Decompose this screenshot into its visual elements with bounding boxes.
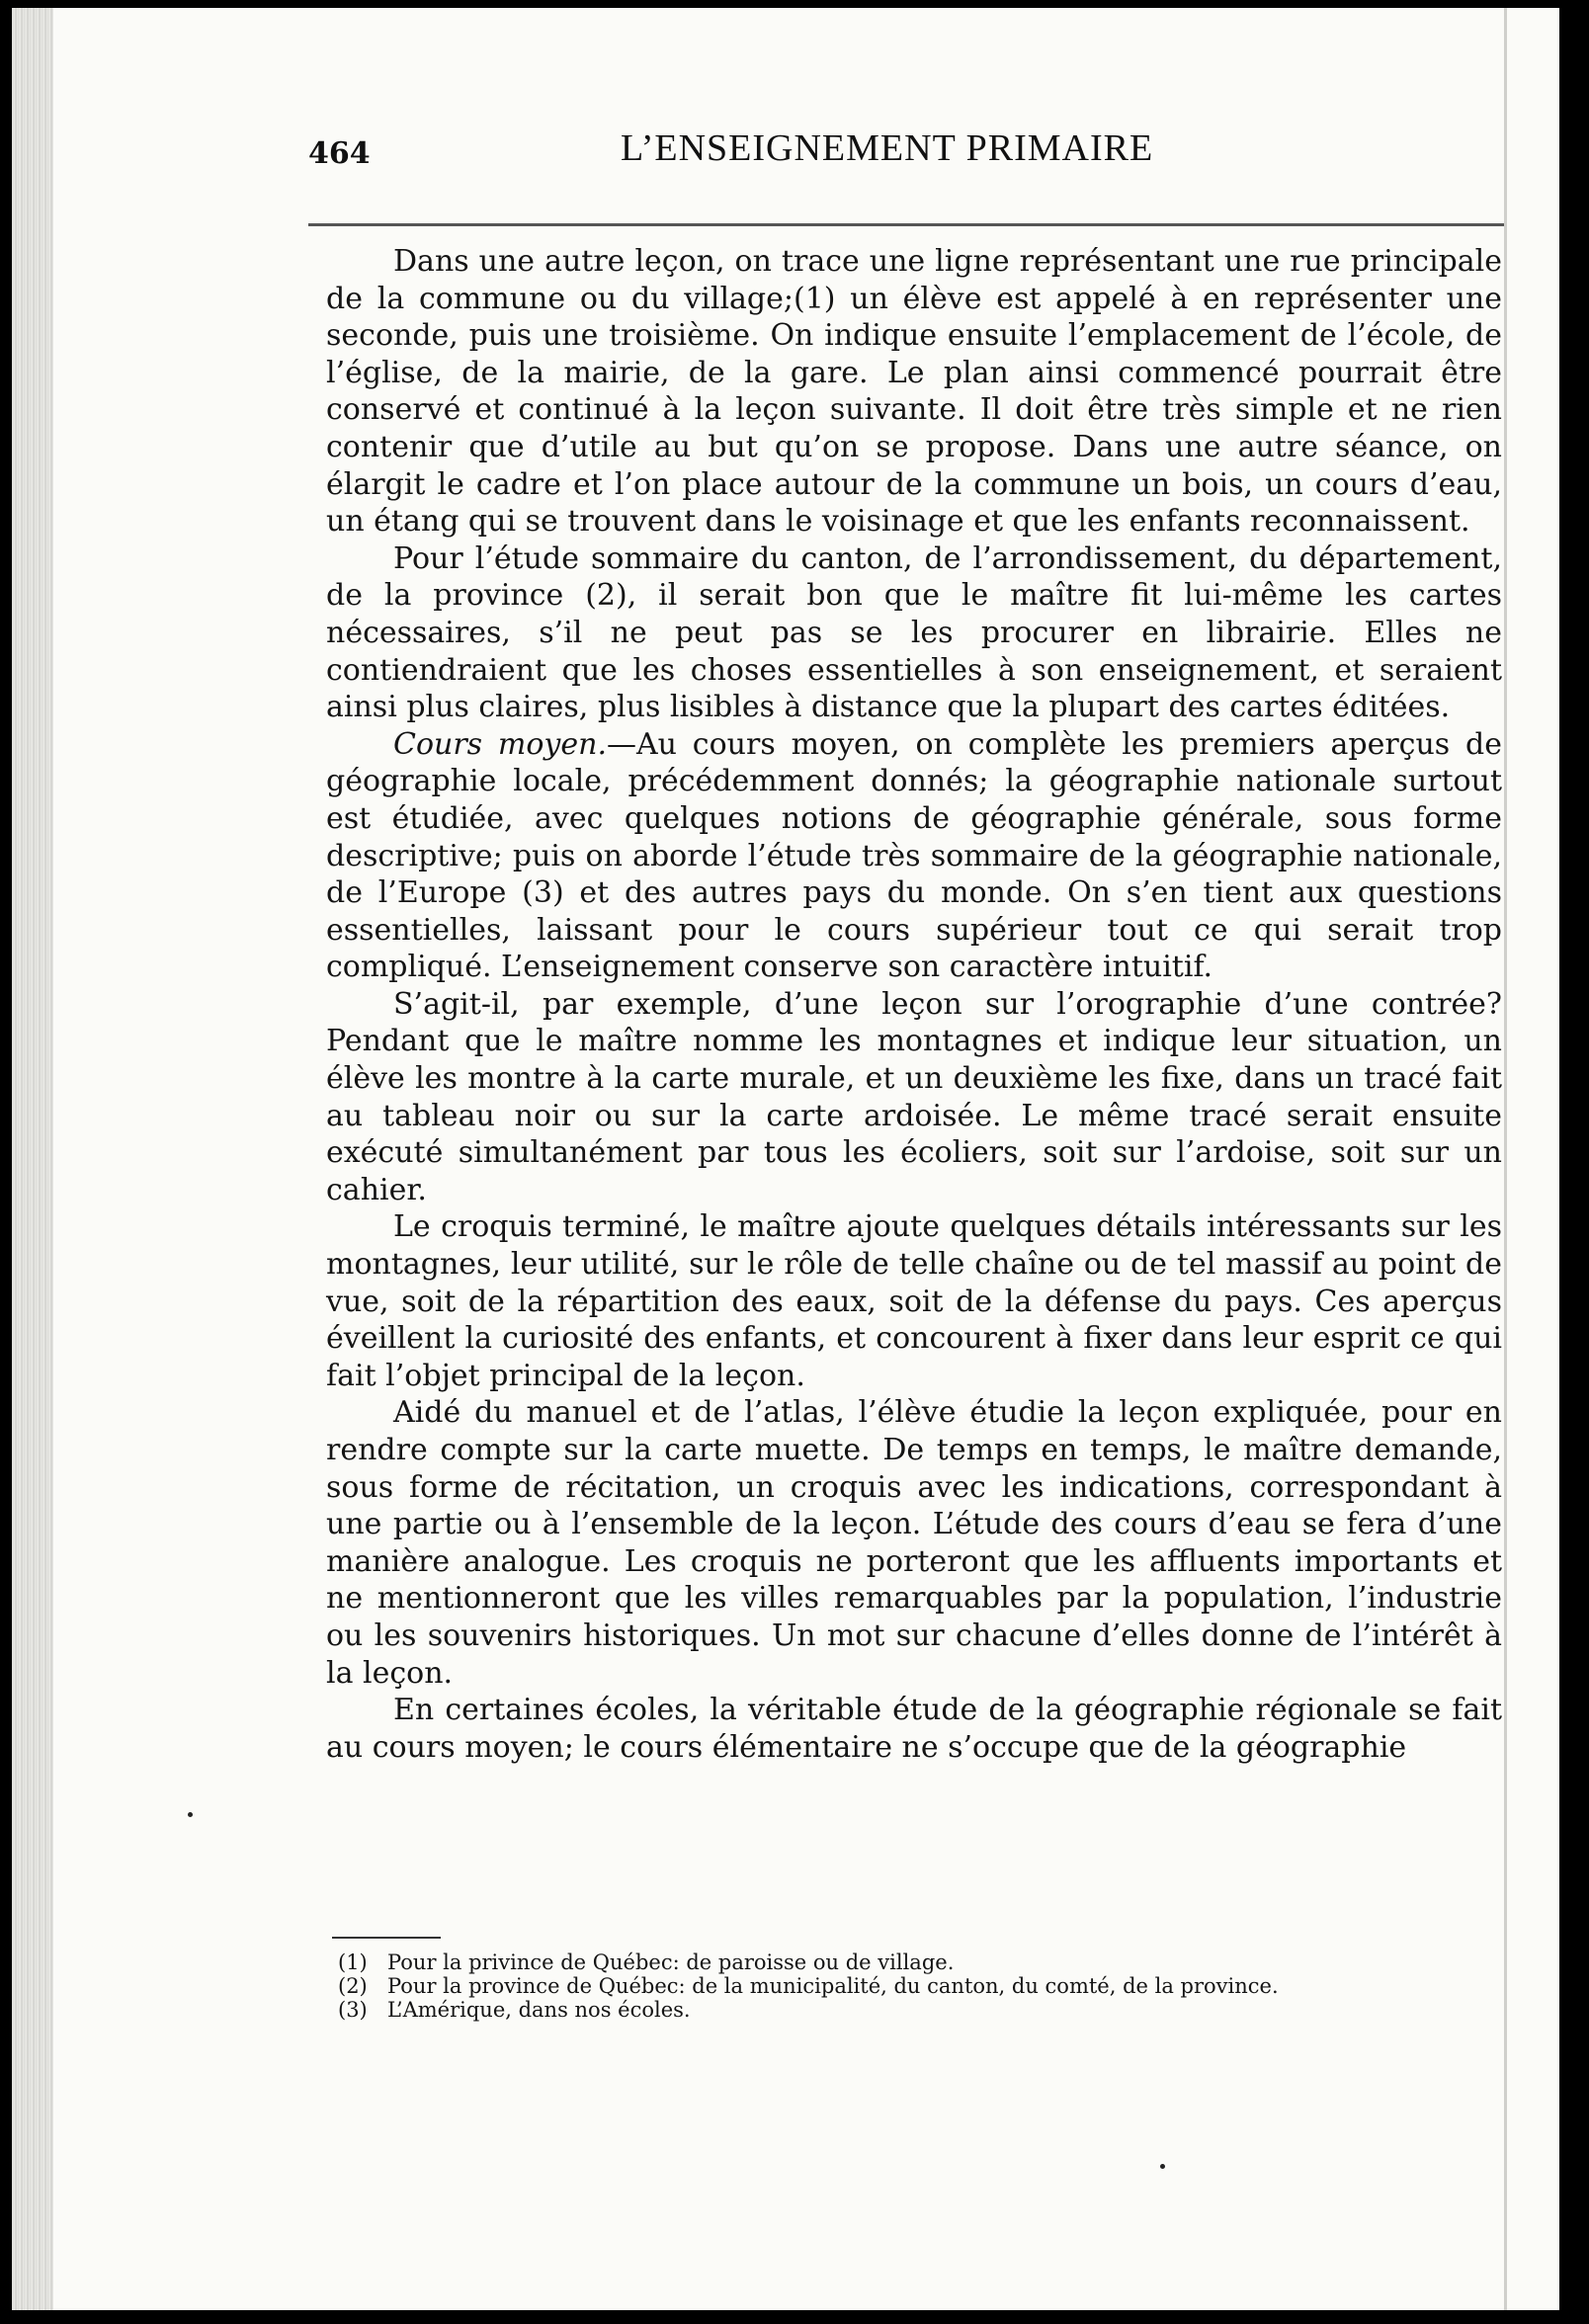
gutter-line	[1504, 8, 1507, 2310]
page-header	[298, 119, 1484, 178]
running-title: L’ENSEIGNEMENT PRIMAIRE	[621, 127, 1154, 169]
paragraph-text: Aidé du manuel et de l’atlas, l’élève étudie la leçon expliquée, pour en rendre compte sur la carte muette. De temps en temps, le maître demande, sous forme de récitation, un croquis avec les indications, correspondant à une partie ou à l’ensemble de la leçon. L’étude des cours d’eau se fera d’une manière analogue. Les croquis ne porteront que les affluents importants et ne mentionneront que les villes remarquables par la population, l’industrie ou les souvenirs historiques. Un mot sur chacune d’elles donne de l’intérêt à la leçon.	[326, 1395, 1502, 1691]
section-lead: Cours moyen.	[393, 726, 607, 762]
paragraph	[326, 1208, 1502, 1394]
book-page	[12, 8, 1559, 2310]
footnote-text: L’Amérique, dans nos écoles.	[387, 1998, 691, 2022]
paragraph	[326, 1394, 1502, 1692]
footnote-text: Pour la province de Québec: de la municipalité, du canton, du comté, de la province.	[387, 1974, 1279, 1998]
footnote-rule	[332, 1937, 441, 1939]
ink-speck	[188, 1812, 193, 1817]
footnotes	[338, 1950, 1494, 2022]
page-number: 464	[308, 136, 371, 171]
paragraph-text: En certaines écoles, la véritable étude de la géographie régionale se fait au cours moyen; le cours élémentaire ne s’occupe que de la géographie	[326, 1693, 1502, 1765]
paragraph-text: Le croquis terminé, le maître ajoute quelques détails intéressants sur les montagnes, leur utilité, sur le rôle de telle chaîne ou de tel massif au point de vue, soit de la répartition des eaux, soit de la défense du pays. Ces aperçus éveillent la curiosité des enfants, et concourent à fixer dans leur esprit ce qui fait l’objet principal de la leçon.	[326, 1209, 1502, 1393]
paragraph-text: —Au cours moyen, on complète les premiers aperçus de géographie locale, précédemment donnés; la géographie nationale surtout est étudiée, avec quelques notions de géographie générale, sous forme descriptive; puis on aborde l’étude très sommaire de la géographie nationale, de l’Europe (3) et des autres pays du monde. On s’en tient aux questions essentielles, laissant pour le cours supérieur tout ce qui serait trop compliqué. L’enseignement conserve son caractère intuitif.	[326, 726, 1502, 985]
page-edge-strip	[12, 8, 53, 2310]
footnote-text: Pour la privince de Québec: de paroisse ou de village.	[387, 1950, 955, 1974]
footnote-mark: (2)	[338, 1974, 368, 1998]
body-text	[326, 243, 1502, 1766]
footnote	[338, 1998, 1494, 2022]
paragraph-text: Dans une autre leçon, on trace une ligne représentant une rue principale de la commune ou du village;(1) un élève est appelé à en représenter une seconde, puis une troisième. On indique ensuite l’emplacement de l’école, de l’église, de la mairie, de la gare. Le plan ainsi commencé pourrait être conservé et continué à la leçon suivante. Il doit être très simple et ne rien contenir que d’utile au but qu’on se propose. Dans une autre séance, on élargit le cadre et l’on place autour de la commune un bois, un cours d’eau, un étang qui se trouvent dans le voisinage et que les enfants reconnaissent.	[326, 244, 1502, 540]
ink-speck	[1160, 2164, 1165, 2169]
paragraph	[326, 540, 1502, 726]
paragraph	[326, 986, 1502, 1209]
paragraph	[326, 726, 1502, 986]
footnote-mark: (1)	[338, 1950, 368, 1974]
paragraph-text: Pour l’étude sommaire du canton, de l’arrondissement, du département, de la province (2), il serait bon que le maître fit lui-même les cartes nécessaires, s’il ne peut pas se les procurer en librairie. Elles ne contiendraient que les choses essentielles à son enseignement, et seraient ainsi plus claires, plus lisibles à distance que la plupart des cartes éditées.	[326, 540, 1502, 725]
footnote	[338, 1974, 1494, 1998]
paragraph-text: S’agit-il, par exemple, d’une leçon sur l’orographie d’une contrée? Pendant que le maître nomme les montagnes et indique leur situation, un élève les montre à la carte murale, et un deuxième les fixe, dans un tracé fait au tableau noir ou sur la carte ardoisée. Le même tracé serait ensuite exécuté simultanément par tous les écoliers, soit sur l’ardoise, soit sur un cahier.	[326, 986, 1502, 1207]
header-rule	[308, 223, 1504, 226]
paragraph	[326, 243, 1502, 540]
footnote-mark: (3)	[338, 1998, 368, 2022]
footnote	[338, 1950, 1494, 1974]
paragraph	[326, 1692, 1502, 1766]
